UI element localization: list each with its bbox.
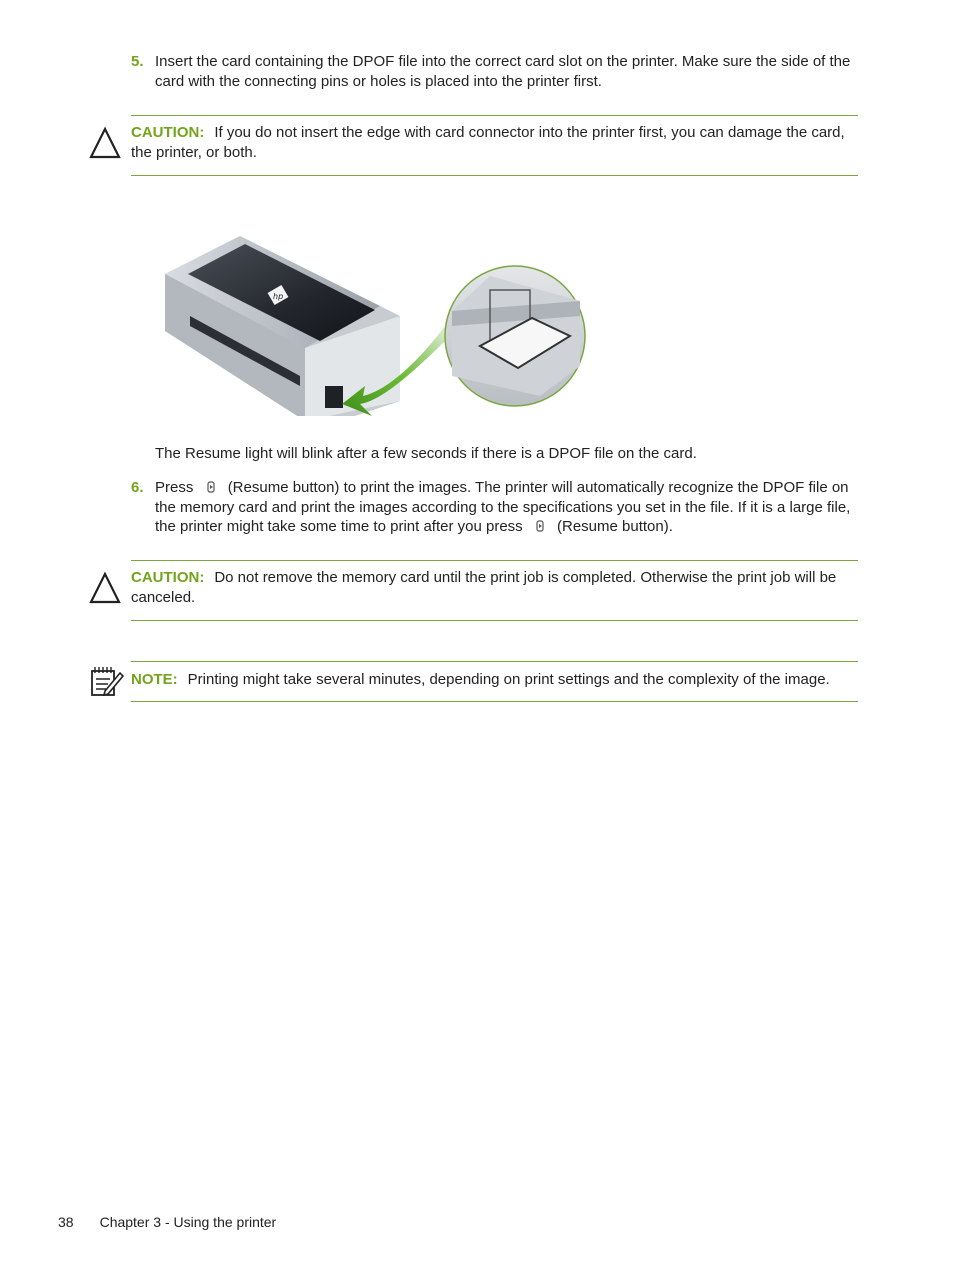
note-label: NOTE: <box>131 671 178 688</box>
hp-logo: hp <box>273 292 284 301</box>
caution-callout <box>131 115 858 176</box>
step-5 <box>131 52 857 91</box>
step-text-part: Press <box>155 479 194 496</box>
caution-text: If you do not insert the edge with card connector into the printer first, you can damage the card, the printer, or both. <box>131 124 845 161</box>
caution-label: CAUTION: <box>131 124 205 141</box>
step-text <box>155 478 857 537</box>
step-text: Insert the card containing the DPOF file into the correct card slot on the printer. Make sure the side of the card with the connecting pins or holes is placed into the printer first. <box>155 53 851 90</box>
caution-label: CAUTION: <box>131 569 205 586</box>
resume-button-icon <box>206 481 216 494</box>
step-number: 5. <box>131 53 144 70</box>
step-number: 6. <box>131 479 144 496</box>
caution-icon <box>89 126 121 160</box>
step-text-part: (Resume button). <box>557 518 673 535</box>
note-icon <box>89 665 125 699</box>
resume-light-note: The Resume light will blink after a few seconds if there is a DPOF file on the card. <box>155 445 697 462</box>
caution-text: Do not remove the memory card until the print job is completed. Otherwise the print job will be canceled. <box>131 569 837 606</box>
resume-button-icon <box>535 520 545 533</box>
chapter-title: Chapter 3 - Using the printer <box>99 1214 277 1230</box>
step-text-part: (Resume button) to print the images. The printer will automatically recognize the DPOF file on the memory card and print the images according to the specifications you set in the file. If it is a large file, the printer might take some time to print after you press <box>155 479 851 535</box>
caution-callout <box>131 560 858 621</box>
caution-icon <box>89 571 121 605</box>
page-footer <box>58 1213 302 1233</box>
step-6 <box>131 478 857 537</box>
note-text: Printing might take several minutes, depending on print settings and the complexity of the image. <box>187 671 830 688</box>
note-callout <box>131 661 858 702</box>
printer-card-insertion-illustration <box>160 226 590 416</box>
page-number: 38 <box>58 1214 74 1230</box>
